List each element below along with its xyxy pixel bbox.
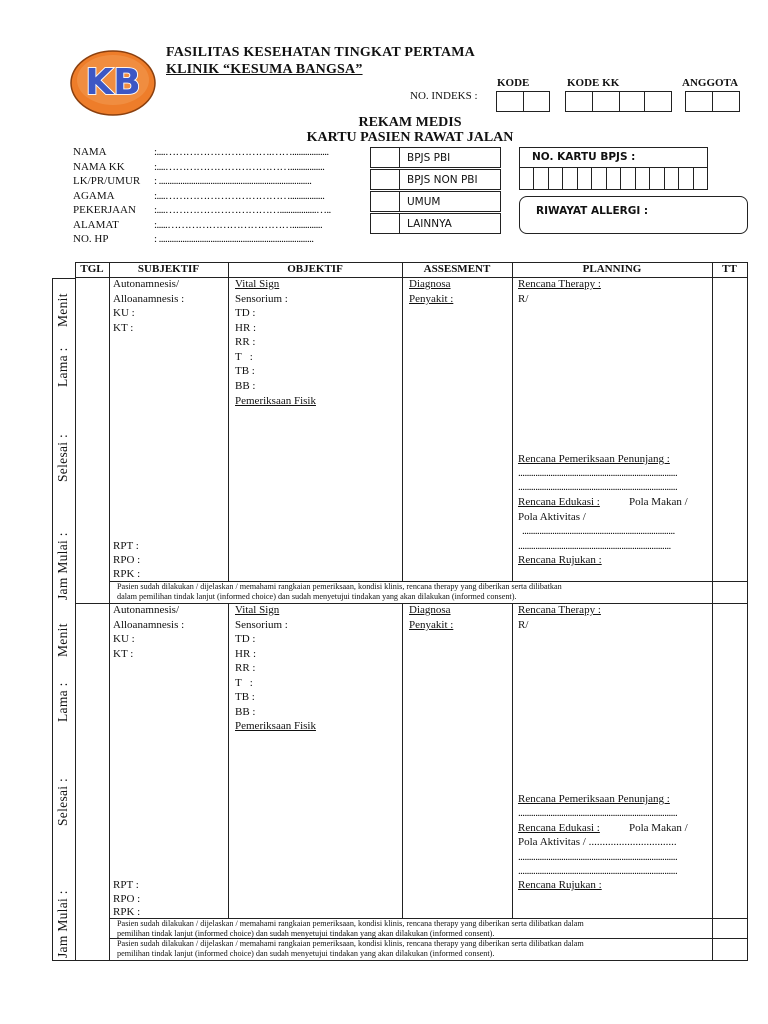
planning-rencana-rujukan: Rencana Rujukan : (518, 554, 602, 566)
assesment-penyakit: Penyakit : (409, 619, 454, 631)
side-bottom-border (52, 960, 76, 961)
col-border-tgl-right (109, 262, 110, 961)
option-lainnya[interactable] (370, 213, 501, 234)
planning-pola-aktivitas: Pola Aktivitas / (518, 511, 586, 523)
header-objektif: OBJEKTIF (287, 263, 343, 275)
kode-kk-boxes[interactable] (565, 91, 672, 112)
logo-text: KB (85, 62, 141, 103)
col-border-objektif-1 (402, 262, 403, 582)
col-border-assesment-2 (512, 603, 513, 919)
subjektif-autonamnesis: Autonamnesis/ (113, 604, 179, 616)
table-bottom-border (75, 960, 748, 961)
header-subjektif: SUBJEKTIF (137, 263, 200, 275)
objektif-bb: BB : (235, 380, 256, 392)
col-border-subjektif-1 (228, 262, 229, 582)
side-left-border (52, 278, 53, 961)
planning-rencana-edukasi: Rencana Edukasi : (518, 822, 600, 834)
col-border-subjektif-2 (228, 603, 229, 919)
table-right-border (747, 262, 748, 961)
planning-dotline[interactable]: .......................................................................... (518, 865, 678, 877)
planning-dotline[interactable]: .......................................................................... (518, 851, 678, 863)
kode-boxes[interactable] (496, 91, 550, 112)
objektif-tb: TB : (235, 365, 255, 377)
planning-rencana-therapy: Rencana Therapy : (518, 604, 601, 616)
no-indeks-label: NO. INDEKS : (410, 90, 478, 102)
side-label-selesai: Selesai : (55, 433, 70, 482)
objektif-pemeriksaan-fisik: Pemeriksaan Fisik (235, 395, 316, 407)
checkbox[interactable] (371, 148, 400, 167)
subjektif-rpo: RPO : (113, 554, 141, 566)
anggota-boxes[interactable] (685, 91, 740, 112)
objektif-tb: TB : (235, 691, 255, 703)
consent-text-3: Pasien sudah dilakukan / dijelaskan / memahami rangkaian pemeriksaan, kondisi klinis, rencana therapy yang diberikan serta dilibatkan dalam (117, 939, 584, 948)
field-label-lk-pr-umur: LK/PR/UMUR (73, 175, 141, 187)
header-tgl: TGL (80, 263, 104, 275)
field-label-pekerjaan: PEKERJAAN (73, 204, 136, 216)
side-label-jam-mulai: Jam Mulai : (55, 890, 70, 958)
assesment-diagnosa: Diagnosa (409, 604, 451, 616)
col-border-objektif-2 (402, 603, 403, 919)
field-label-nama: NAMA (73, 146, 107, 158)
option-bpjs-pbi[interactable] (370, 147, 501, 168)
objektif-td: TD : (235, 307, 256, 319)
clinic-logo (70, 50, 156, 116)
col-border-assesment-1 (512, 262, 513, 582)
subjektif-alloanamnesis: Alloanamnesis : (113, 293, 185, 305)
consent-text-2: Pasien sudah dilakukan / dijelaskan / memahami rangkaian pemeriksaan, kondisi klinis, rencana therapy yang diberikan serta dilibatkan dalam (117, 919, 584, 928)
field-input-nama[interactable]: :....………………………….……................. (154, 146, 329, 158)
consent-text-3b: pemilihan tindak lanjut (informed choice) dan sudah menyetujui tindakan yang akan dilakukan (informed consent). (117, 949, 495, 958)
checkbox[interactable] (371, 192, 400, 211)
bpjs-card-number-box[interactable] (519, 147, 708, 190)
allergy-label: RIWAYAT ALLERGI : (536, 205, 649, 217)
option-label: BPJS PBI (407, 152, 451, 164)
option-umum[interactable] (370, 191, 501, 212)
assesment-diagnosa: Diagnosa (409, 278, 451, 290)
bpjs-card-digit-cells[interactable] (520, 167, 707, 189)
subjektif-rpt: RPT : (113, 879, 139, 891)
document-subtitle: KARTU PASIEN RAWAT JALAN (306, 130, 514, 145)
subjektif-rpk: RPK : (113, 906, 141, 918)
bpjs-card-label: NO. KARTU BPJS : (532, 151, 636, 163)
clinic-name: KLINIK “KESUMA BANGSA” (166, 62, 363, 77)
col-border-planning (712, 262, 713, 961)
objektif-rr: RR : (235, 336, 256, 348)
field-label-alamat: ALAMAT (73, 219, 119, 231)
subjektif-ku: KU : (113, 307, 135, 319)
consent-text-1: Pasien sudah dilakukan / dijelaskan / memahami rangkaian pemeriksaan, kondisi klinis, rencana therapy yang diberikan serta dilibatkan (117, 582, 562, 591)
objektif-sensorium: Sensorium : (235, 293, 288, 305)
col-border-tgl-left (75, 262, 76, 961)
option-label: UMUM (407, 196, 441, 208)
objektif-sensorium: Sensorium : (235, 619, 288, 631)
allergy-history-box[interactable] (519, 196, 748, 234)
subjektif-kt: KT : (113, 648, 134, 660)
checkbox[interactable] (371, 214, 400, 233)
anggota-label: ANGGOTA (682, 77, 739, 89)
field-label-nama-kk: NAMA KK (73, 161, 125, 173)
field-input-no-hp[interactable]: : ........................................................................ (154, 233, 314, 245)
field-label-no-hp: NO. HP (73, 233, 109, 245)
consent-text-2b: pemilihan tindak lanjut (informed choice) dan sudah menyetujui tindakan yang akan dilakukan (informed consent). (117, 929, 495, 938)
subjektif-rpo: RPO : (113, 893, 141, 905)
objektif-rr: RR : (235, 662, 256, 674)
objektif-td: TD : (235, 633, 256, 645)
document-title: REKAM MEDIS (358, 115, 462, 130)
planning-pemeriksaan-penunjang: Rencana Pemeriksaan Penunjang : (518, 453, 670, 465)
header-tt: TT (722, 263, 737, 275)
subjektif-ku: KU : (113, 633, 135, 645)
subjektif-rpk: RPK : (113, 568, 141, 580)
facility-title: FASILITAS KESEHATAN TINGKAT PERTAMA (166, 45, 475, 60)
field-input-agama[interactable]: :....………………………………................ (154, 190, 325, 202)
planning-pola-makan: Pola Makan / (629, 822, 688, 834)
planning-pola-aktivitas: Pola Aktivitas / ................................ (518, 836, 677, 848)
planning-resep: R/ (518, 619, 529, 631)
assesment-penyakit: Penyakit : (409, 293, 454, 305)
planning-rencana-rujukan: Rencana Rujukan : (518, 879, 602, 891)
consent-text-1b: dalam pemilihan tindak lanjut (informed choice) dan sudah menyetujui tindakan yang akan dilakukan (informed consent). (117, 592, 517, 601)
side-label-menit: Menit (55, 623, 70, 657)
planning-dotline[interactable]: .......................................................................... (518, 467, 678, 479)
option-label: BPJS NON PBI (407, 174, 478, 186)
option-label: LAINNYA (407, 218, 452, 230)
objektif-pemeriksaan-fisik: Pemeriksaan Fisik (235, 720, 316, 732)
planning-dotline[interactable]: .......................................................................... (518, 807, 678, 819)
objektif-vital-sign: Vital Sign (235, 604, 280, 616)
planning-pemeriksaan-penunjang: Rencana Pemeriksaan Penunjang : (518, 793, 670, 805)
option-bpjs-non-pbi[interactable] (370, 169, 501, 190)
planning-rencana-therapy: Rencana Therapy : (518, 278, 601, 290)
kode-label: KODE (497, 77, 530, 89)
header-planning: PLANNING (582, 263, 642, 275)
header-assesment: ASSESMENT (423, 263, 491, 275)
kode-kk-label: KODE KK (567, 77, 620, 89)
planning-pola-makan: Pola Makan / (629, 496, 688, 508)
objektif-t: T : (235, 351, 253, 363)
side-label-menit: Menit (55, 293, 70, 327)
subjektif-autonamnesis: Autonamnesis/ (113, 278, 179, 290)
planning-dotline[interactable]: .......................................................................... (518, 481, 678, 493)
objektif-hr: HR : (235, 648, 257, 660)
side-label-jam-mulai: Jam Mulai : (55, 532, 70, 600)
objektif-bb: BB : (235, 706, 256, 718)
planning-dotline[interactable]: ....................................................................... (518, 540, 671, 552)
side-top-border (52, 278, 76, 279)
planning-rencana-edukasi: Rencana Edukasi : (518, 496, 600, 508)
subjektif-kt: KT : (113, 322, 134, 334)
planning-dotline[interactable]: ....................................................................... (522, 525, 675, 537)
planning-resep: R/ (518, 293, 529, 305)
side-label-lama: Lama : (55, 682, 70, 722)
side-label-lama: Lama : (55, 347, 70, 387)
field-label-agama: AGAMA (73, 190, 115, 202)
field-input-pekerjaan[interactable]: :....…………………………….................….. (154, 204, 331, 216)
objektif-t: T : (235, 677, 253, 689)
checkbox[interactable] (371, 170, 400, 189)
field-input-lk-pr-umur[interactable]: : ....................................................................... (154, 175, 312, 187)
field-input-nama-kk[interactable]: :....………………………………................ (154, 161, 325, 173)
objektif-vital-sign: Vital Sign (235, 278, 280, 290)
subjektif-rpt: RPT : (113, 540, 139, 552)
field-input-alamat[interactable]: :.....……………………………….............. (154, 219, 323, 231)
objektif-hr: HR : (235, 322, 257, 334)
side-label-selesai: Selesai : (55, 777, 70, 826)
subjektif-alloanamnesis: Alloanamnesis : (113, 619, 185, 631)
